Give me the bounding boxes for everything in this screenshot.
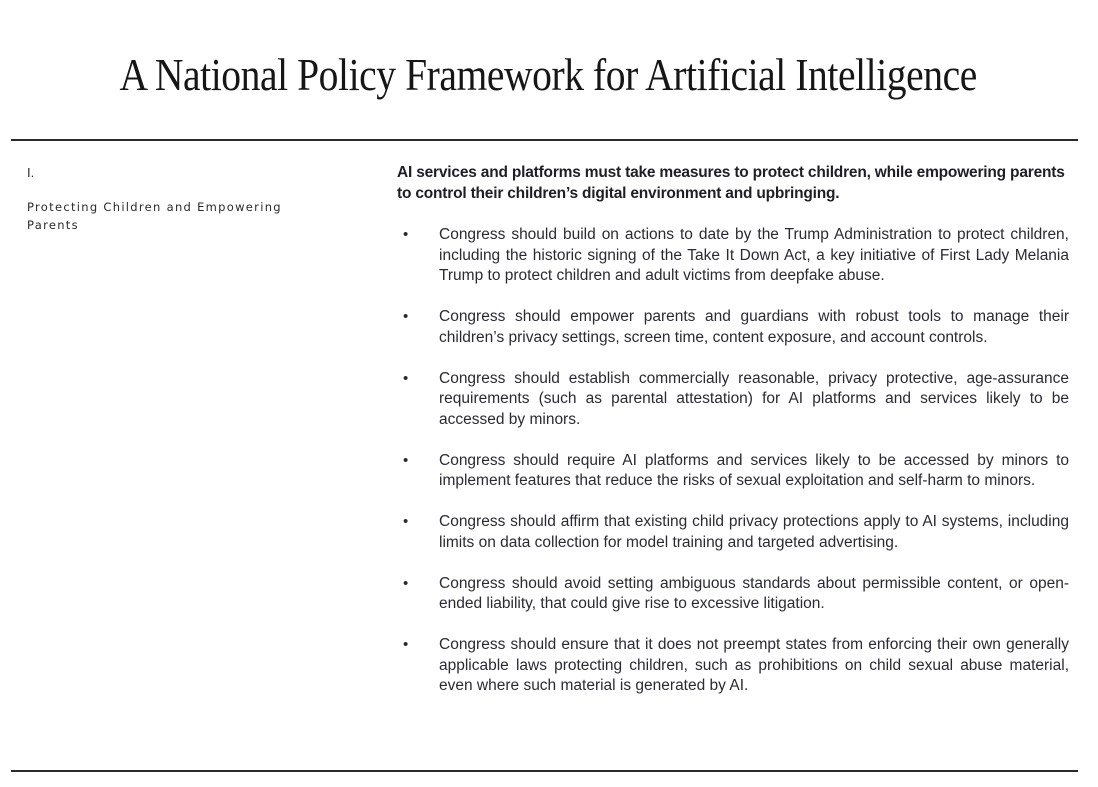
section-number: I.: [27, 165, 35, 180]
bullet-icon: •: [403, 369, 409, 387]
list-item-text: Congress should require AI platforms and services likely to be accessed by minors to implement features that reduce the risks of sexual exploitation and self-harm to minors.: [439, 451, 1069, 489]
top-divider: [11, 139, 1078, 141]
list-item-text: Congress should establish commercially reasonable, privacy protective, age-assurance requirements (such as parental attestation) for AI platforms and services likely to be accessed by minors.: [439, 369, 1069, 428]
list-item-text: Congress should build on actions to date by the Trump Administration to protect children, including the historic signing of the Take It Down Act, a key initiative of First Lady Melania Trump to protect children and adult victims from deepfake abuse.: [439, 226, 1069, 284]
bullet-icon: •: [403, 513, 409, 530]
bullet-icon: •: [403, 308, 409, 325]
list-item: [397, 512, 1069, 553]
list-item: [397, 451, 1069, 492]
list-item-text: Congress should avoid setting ambiguous standards about permissible content, or open-ended liability, that could give rise to excessive litigation.: [439, 574, 1069, 612]
bullet-icon: •: [403, 226, 409, 243]
list-item: [397, 307, 1069, 348]
list-item: [397, 369, 1069, 431]
bottom-divider: [11, 770, 1078, 772]
bullet-icon: •: [403, 451, 409, 469]
bullet-icon: •: [403, 574, 409, 592]
recommendation-list: [397, 225, 1069, 717]
section-label: Protecting Children and Empowering Parents: [27, 200, 282, 232]
list-item-text: Congress should affirm that existing child privacy protections apply to AI systems, including limits on data collection for model training and targeted advertising.: [439, 513, 1069, 551]
list-item-text: Congress should ensure that it does not preempt states from enforcing their own generally applicable laws protecting children, such as prohibitions on child sexual abuse material, even where such material is generated by AI.: [439, 636, 1069, 694]
page-title: A National Policy Framework for Artificial Intelligence: [119, 49, 977, 100]
section-intro: AI services and platforms must take measures to protect children, while empowering parents to control their children’s digital environment and upbringing.: [397, 164, 1065, 202]
list-item: [397, 225, 1069, 287]
list-item: [397, 574, 1069, 615]
list-item: [397, 635, 1069, 697]
bullet-icon: •: [403, 636, 409, 653]
list-item-text: Congress should empower parents and guardians with robust tools to manage their children’s privacy settings, screen time, content exposure, and account controls.: [439, 308, 1069, 346]
